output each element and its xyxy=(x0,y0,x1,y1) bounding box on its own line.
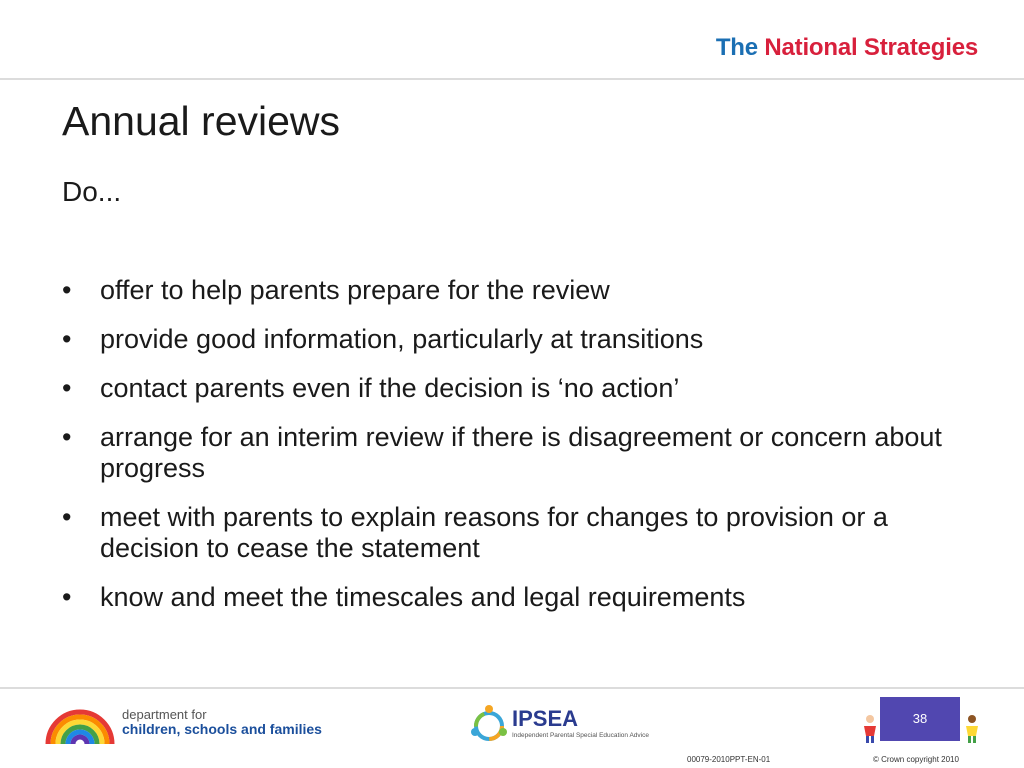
dcsf-line-2: children, schools and families xyxy=(122,721,322,737)
bullet-dot: • xyxy=(62,582,72,612)
bullet-text: meet with parents to explain reasons for changes to provision or a decision to cease the statement xyxy=(100,502,888,563)
dcsf-wordmark xyxy=(122,707,322,737)
bullet-text: provide good information, particularly at transitions xyxy=(100,324,704,354)
child-figure-right-icon xyxy=(962,714,982,749)
page-number-box xyxy=(880,697,960,741)
list-item xyxy=(62,373,972,404)
list-item xyxy=(62,324,972,355)
brand-the-text: The xyxy=(715,34,758,61)
copyright-notice: © Crown copyright 2010 xyxy=(873,755,959,764)
list-item xyxy=(62,502,972,564)
brand-name-text: National Strategies xyxy=(764,34,978,61)
dcsf-line-1: department for xyxy=(122,707,207,722)
ipsea-emblem-icon xyxy=(470,702,508,748)
bullet-dot: • xyxy=(62,324,72,354)
bullet-text: offer to help parents prepare for the review xyxy=(100,275,610,305)
list-item xyxy=(62,582,972,613)
bullet-dot: • xyxy=(62,422,72,452)
document-code: 00079-2010PPT-EN-01 xyxy=(687,755,771,764)
bullet-dot: • xyxy=(62,502,72,532)
child-figure-left-icon xyxy=(860,714,880,749)
list-item xyxy=(62,275,972,306)
ipsea-subtitle: Independent Parental Special Education Advice xyxy=(512,732,649,739)
rainbow-icon xyxy=(44,706,116,746)
slide-intro: Do... xyxy=(62,176,122,207)
bullet-dot: • xyxy=(62,373,72,403)
dcsf-logo xyxy=(44,704,334,748)
bullet-text: arrange for an interim review if there is disagreement or concern about progress xyxy=(100,422,942,483)
bullet-text: contact parents even if the decision is ‘no action’ xyxy=(100,373,680,403)
footer-divider xyxy=(0,687,1024,689)
bullet-dot: • xyxy=(62,275,72,305)
national-strategies-logo xyxy=(716,34,978,62)
header-divider xyxy=(0,78,1024,80)
ipsea-logo xyxy=(470,702,680,752)
list-item xyxy=(62,422,972,484)
ipsea-name: IPSEA xyxy=(512,706,579,731)
bullet-text: know and meet the timescales and legal requirements xyxy=(100,582,746,612)
slide-title: Annual reviews xyxy=(62,98,341,144)
page-number: 38 xyxy=(912,711,928,726)
bullet-list xyxy=(62,275,972,631)
